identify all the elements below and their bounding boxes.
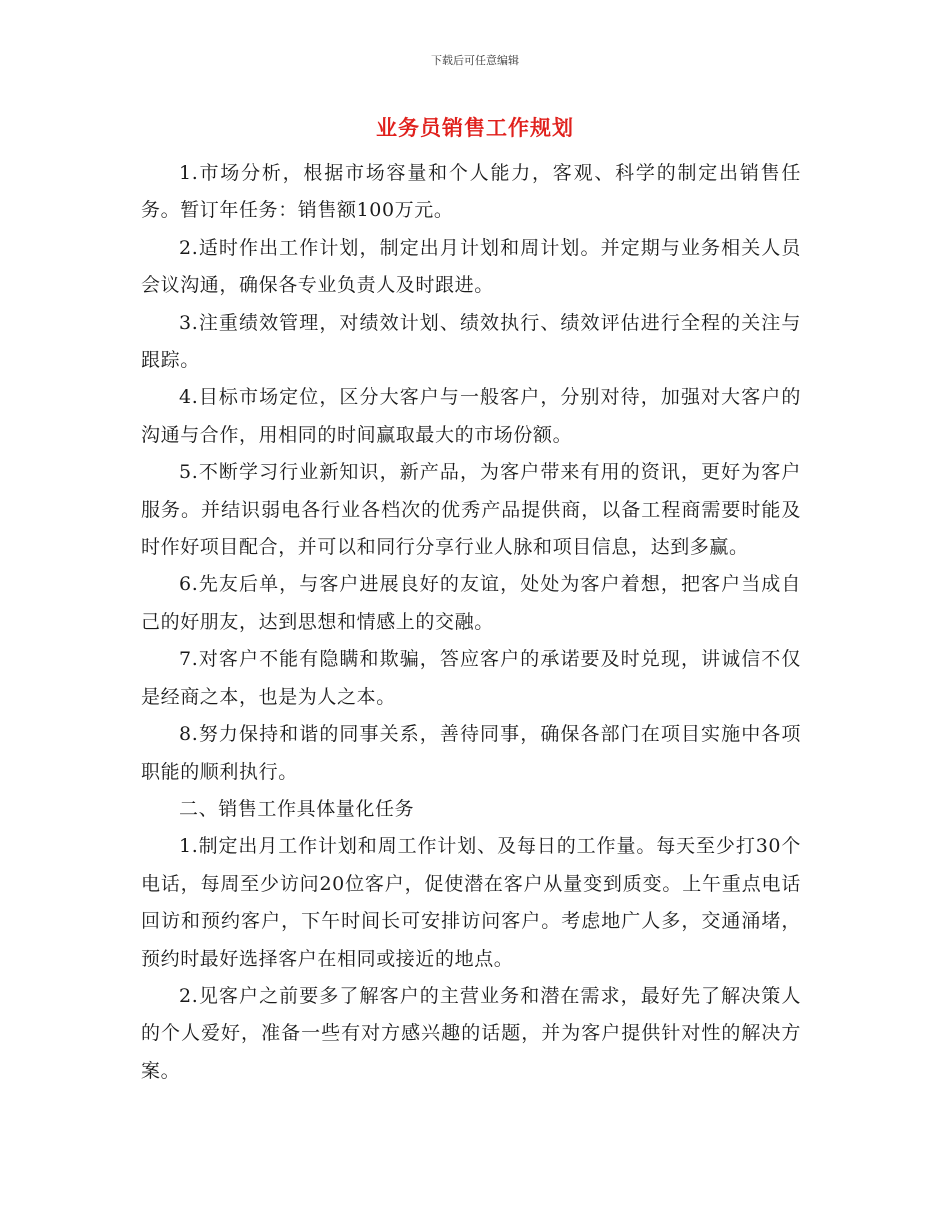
paragraph-5: 5.不断学习行业新知识，新产品，为客户带来有用的资讯，更好为客户服务。并结识弱电各行业各档次的优秀产品提供商，以备工程商需要时能及时作好项目配合，并可以和同行分享行业人脉和项目信息，达到多赢。 (141, 461, 801, 559)
paragraph-2: 2.适时作出工作计划，制定出月计划和周计划。并定期与业务相关人员会议沟通，确保各专业负责人及时跟进。 (141, 236, 801, 297)
paragraph-1: 1.市场分析，根据市场容量和个人能力，客观、科学的制定出销售任务。暂订年任务：销售额100万元。 (141, 162, 801, 222)
paragraph-6: 6.先友后单，与客户进展良好的友谊，处处为客户着想，把客户当成自己的好朋友，达到思想和情感上的交融。 (141, 573, 801, 633)
section-heading-2: 二、销售工作具体量化任务 (179, 797, 415, 820)
page-header-note: 下载后可任意编辑 (431, 54, 519, 67)
document-body (141, 155, 801, 1090)
paragraph-8: 8.努力保持和谐的同事关系，善待同事，确保各部门在项目实施中各项职能的顺利执行。 (141, 723, 801, 783)
paragraph-9: 1.制定出月工作计划和周工作计划、及每日的工作量。每天至少打30个电话，每周至少访问20位客户，促使潜在客户从量变到质变。上午重点电话回访和预约客户，下午时间长可安排访问客户。考虑地广人多，交通涌堵，预约时最好选择客户在相同或接近的地点。 (141, 835, 801, 970)
paragraph-3: 3.注重绩效管理，对绩效计划、绩效执行、绩效评估进行全程的关注与跟踪。 (141, 311, 801, 372)
paragraph-4: 4.目标市场定位，区分大客户与一般客户，分别对待，加强对大客户的沟通与合作，用相同的时间赢取最大的市场份额。 (141, 386, 801, 446)
paragraph-7: 7.对客户不能有隐瞒和欺骗，答应客户的承诺要及时兑现，讲诚信不仅是经商之本，也是为人之本。 (141, 648, 801, 708)
document-title: 业务员销售工作规划 (376, 116, 574, 140)
paragraph-10: 2.见客户之前要多了解客户的主营业务和潜在需求，最好先了解决策人的个人爱好，准备一些有对方感兴趣的话题，并为客户提供针对性的解决方案。 (141, 984, 801, 1082)
